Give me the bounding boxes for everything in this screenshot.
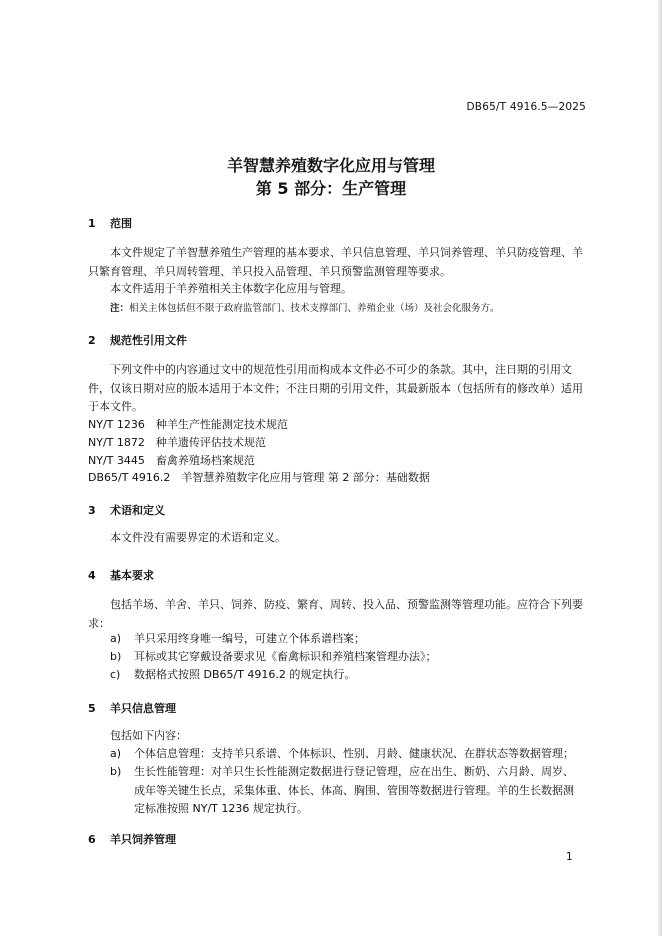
note-label: 注： <box>110 303 130 314</box>
section-1-note <box>110 300 500 314</box>
list-item-text: 耳标或其它穿戴设备要求见《畜禽标识和养殖档案管理办法》； <box>134 650 437 663</box>
section-1-paragraph-1: 本文件规定了羊智慧养殖生产管理的基本要求、羊只信息管理、羊只饲养管理、羊只防疫管理、羊只繁育管理、羊只周转管理、羊只投入品管理、羊只预警监测管理等要求。 <box>88 246 583 278</box>
document-subtitle: 第 5 部分：生产管理 <box>255 179 407 198</box>
section-title: 羊只饲养管理 <box>110 833 176 846</box>
section-1-paragraph-2: 本文件适用于羊养殖相关主体数字化应用与管理。 <box>110 282 352 295</box>
section-4-paragraph-1: 包括羊场、羊舍、羊只、饲养、防疫、繁育、周转、投入品、预警监测等管理功能。应符合下列要求： <box>88 598 583 630</box>
section-title: 羊只信息管理 <box>110 702 176 715</box>
list-item-label: a) <box>110 632 122 645</box>
section-number: 6 <box>88 833 96 846</box>
section-3-heading <box>88 502 165 518</box>
page-edge <box>658 0 662 936</box>
list-item-label: c) <box>110 668 121 681</box>
section-number: 3 <box>88 504 96 517</box>
list-item <box>110 763 580 819</box>
section-5-heading <box>88 700 176 716</box>
section-title: 范围 <box>110 217 132 230</box>
reference-item: NY/T 1872 种羊遗传评估技术规范 <box>88 436 266 449</box>
section-2-heading <box>88 332 187 348</box>
list-item-text: 数据格式按照 DB65/T 4916.2 的规定执行。 <box>134 668 356 681</box>
list-item-text: 生长性能管理：对羊只生长性能测定数据进行登记管理，应在出生、断奶、六月龄、周岁、成年等关键生长点，采集体重、体长、体高、胸围、管围等数据进行管理。羊的生长数据测定标准按照 NY/T 1236 规定执行。 <box>134 765 574 815</box>
list-item <box>110 745 580 764</box>
section-number: 1 <box>88 217 96 230</box>
list-item-label: a) <box>110 747 122 760</box>
list-item <box>110 666 580 685</box>
section-2-paragraph-1: 下列文件中的内容通过文中的规范性引用而构成本文件必不可少的条款。其中，注日期的引用文件，仅该日期对应的版本适用于本文件；不注日期的引用文件，其最新版本（包括所有的修改单）适用于本文件。 <box>88 363 583 413</box>
reference-item: NY/T 3445 畜禽养殖场档案规范 <box>88 454 255 467</box>
section-title: 术语和定义 <box>110 504 165 517</box>
section-1-heading <box>88 215 132 231</box>
page-number: 1 <box>566 851 573 863</box>
section-title: 基本要求 <box>110 569 154 582</box>
list-item-label: b) <box>110 650 122 663</box>
list-item-text: 个体信息管理：支持羊只系谱、个体标识、性别、月龄、健康状况、在群状态等数据管理； <box>134 747 574 760</box>
section-4-heading <box>88 567 154 583</box>
note-text: 相关主体包括但不限于政府监管部门、技术支撑部门、养殖企业（场）及社会化服务方。 <box>129 303 500 314</box>
document-title: 羊智慧养殖数字化应用与管理 <box>226 156 435 175</box>
list-item-text: 羊只采用终身唯一编号，可建立个体系谱档案； <box>134 632 365 645</box>
reference-item: NY/T 1236 种羊生产性能测定技术规范 <box>88 418 288 431</box>
section-5-paragraph-1: 包括如下内容： <box>110 729 187 742</box>
section-6-heading <box>88 831 176 847</box>
list-item-label: b) <box>110 765 122 778</box>
list-item <box>110 648 580 667</box>
standard-number: DB65/T 4916.5—2025 <box>466 101 586 113</box>
section-3-paragraph-1: 本文件没有需要界定的术语和定义。 <box>110 531 286 544</box>
reference-item: DB65/T 4916.2 羊智慧养殖数字化应用与管理 第 2 部分：基础数据 <box>88 471 430 484</box>
section-number: 4 <box>88 569 96 582</box>
list-item <box>110 630 580 649</box>
section-number: 2 <box>88 334 96 347</box>
section-title: 规范性引用文件 <box>110 334 187 347</box>
section-number: 5 <box>88 702 96 715</box>
